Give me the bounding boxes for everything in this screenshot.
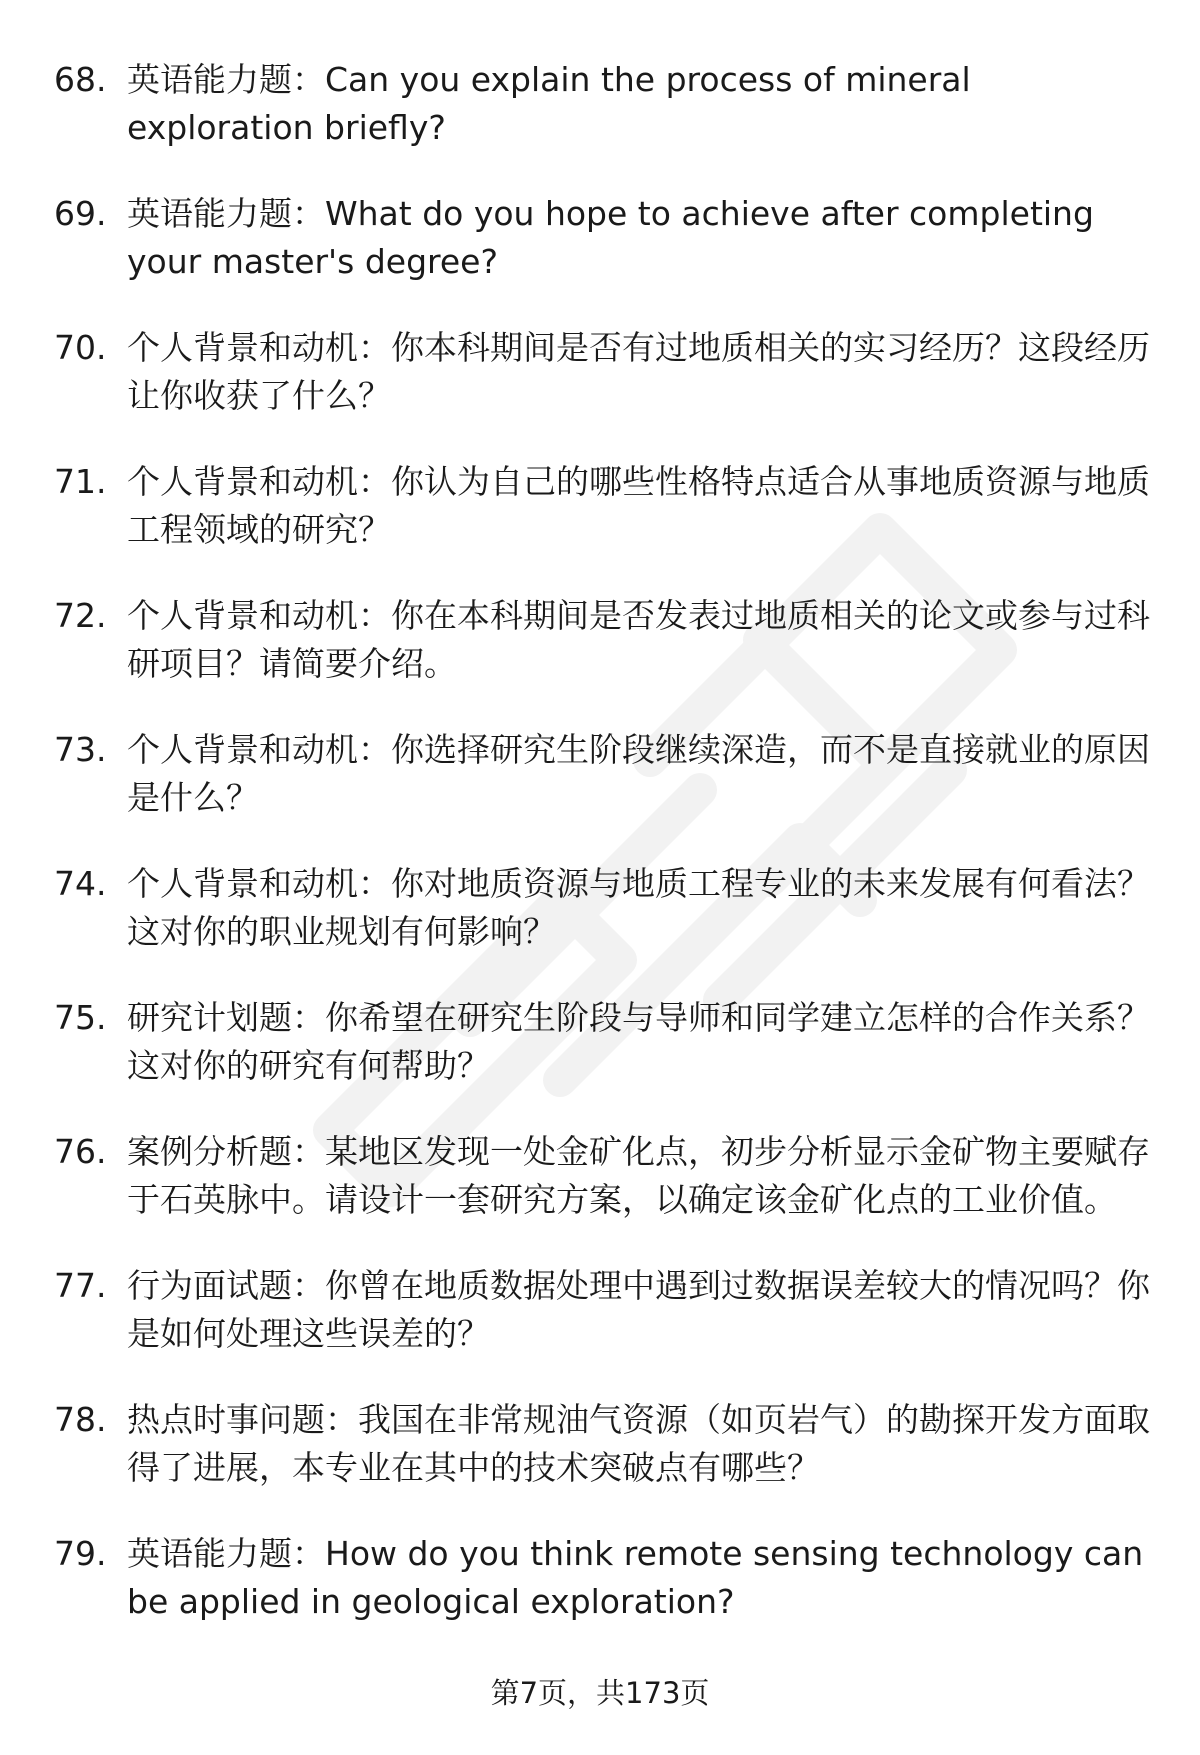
question-text: How do you think remote sensing technology can be applied in geological exploration? (127, 1534, 1144, 1621)
question-item (54, 860, 1154, 956)
question-category: 个人背景和动机 (127, 328, 358, 367)
question-number: 69. (54, 194, 107, 233)
question-item (54, 1128, 1154, 1224)
question-body (127, 324, 1154, 420)
question-body (127, 1530, 1154, 1626)
question-text: 某地区发现一处金矿化点，初步分析显示金矿物主要赋存于石英脉中。请设计一套研究方案，以确定该金矿化点的工业价值。 (127, 1132, 1150, 1219)
question-item (54, 592, 1154, 688)
question-body (127, 860, 1154, 956)
question-number: 68. (54, 60, 107, 99)
question-body (127, 592, 1154, 688)
question-category: 个人背景和动机 (127, 596, 358, 635)
question-body (127, 726, 1154, 822)
question-category: 个人背景和动机 (127, 462, 358, 501)
question-text: 你希望在研究生阶段与导师和同学建立怎样的合作关系？这对你的研究有何帮助？ (127, 998, 1150, 1085)
category-separator: ： (358, 462, 391, 501)
question-text: Can you explain the process of mineral exploration briefly? (127, 60, 971, 147)
question-category: 个人背景和动机 (127, 864, 358, 903)
question-text: 你在本科期间是否发表过地质相关的论文或参与过科研项目？请简要介绍。 (127, 596, 1150, 683)
question-category: 热点时事问题 (127, 1400, 325, 1439)
category-separator: ： (292, 194, 325, 233)
question-number: 74. (54, 864, 107, 903)
question-number: 71. (54, 462, 107, 501)
question-item (54, 56, 1154, 152)
question-body (127, 190, 1154, 286)
question-text: What do you hope to achieve after completing your master's degree? (127, 194, 1094, 281)
question-body (127, 994, 1154, 1090)
question-list (54, 56, 1154, 1664)
question-number: 76. (54, 1132, 107, 1171)
question-number: 75. (54, 998, 107, 1037)
question-item (54, 324, 1154, 420)
question-item (54, 1262, 1154, 1358)
category-separator: ： (358, 328, 391, 367)
question-category: 案例分析题 (127, 1132, 292, 1171)
question-category: 英语能力题 (127, 60, 292, 99)
question-text: 你对地质资源与地质工程专业的未来发展有何看法？这对你的职业规划有何影响？ (127, 864, 1150, 951)
page-footer: 第7页，共173页 (490, 1676, 710, 1710)
question-item (54, 1396, 1154, 1492)
question-number: 73. (54, 730, 107, 769)
question-item (54, 726, 1154, 822)
category-separator: ： (292, 998, 325, 1037)
category-separator: ： (358, 864, 391, 903)
question-text: 你本科期间是否有过地质相关的实习经历？这段经历让你收获了什么？ (127, 328, 1150, 415)
question-category: 个人背景和动机 (127, 730, 358, 769)
question-category: 研究计划题 (127, 998, 292, 1037)
question-number: 79. (54, 1534, 107, 1573)
question-number: 78. (54, 1400, 107, 1439)
question-number: 72. (54, 596, 107, 635)
category-separator: ： (292, 1534, 325, 1573)
question-body (127, 458, 1154, 554)
question-item (54, 994, 1154, 1090)
category-separator: ： (358, 730, 391, 769)
category-separator: ： (292, 1132, 325, 1171)
question-body (127, 1128, 1154, 1224)
question-body (127, 1396, 1154, 1492)
question-category: 英语能力题 (127, 194, 292, 233)
question-text: 你曾在地质数据处理中遇到过数据误差较大的情况吗？你是如何处理这些误差的？ (127, 1266, 1150, 1353)
category-separator: ： (292, 60, 325, 99)
question-text: 你选择研究生阶段继续深造，而不是直接就业的原因是什么？ (127, 730, 1150, 817)
category-separator: ： (325, 1400, 358, 1439)
question-category: 英语能力题 (127, 1534, 292, 1573)
question-item (54, 1530, 1154, 1626)
category-separator: ： (358, 596, 391, 635)
category-separator: ： (292, 1266, 325, 1305)
question-number: 70. (54, 328, 107, 367)
question-body (127, 1262, 1154, 1358)
question-number: 77. (54, 1266, 107, 1305)
question-body (127, 56, 1154, 152)
question-text: 你认为自己的哪些性格特点适合从事地质资源与地质工程领域的研究？ (127, 462, 1150, 549)
question-item (54, 458, 1154, 554)
question-item (54, 190, 1154, 286)
question-text: 我国在非常规油气资源（如页岩气）的勘探开发方面取得了进展，本专业在其中的技术突破点有哪些？ (127, 1400, 1150, 1487)
question-category: 行为面试题 (127, 1266, 292, 1305)
